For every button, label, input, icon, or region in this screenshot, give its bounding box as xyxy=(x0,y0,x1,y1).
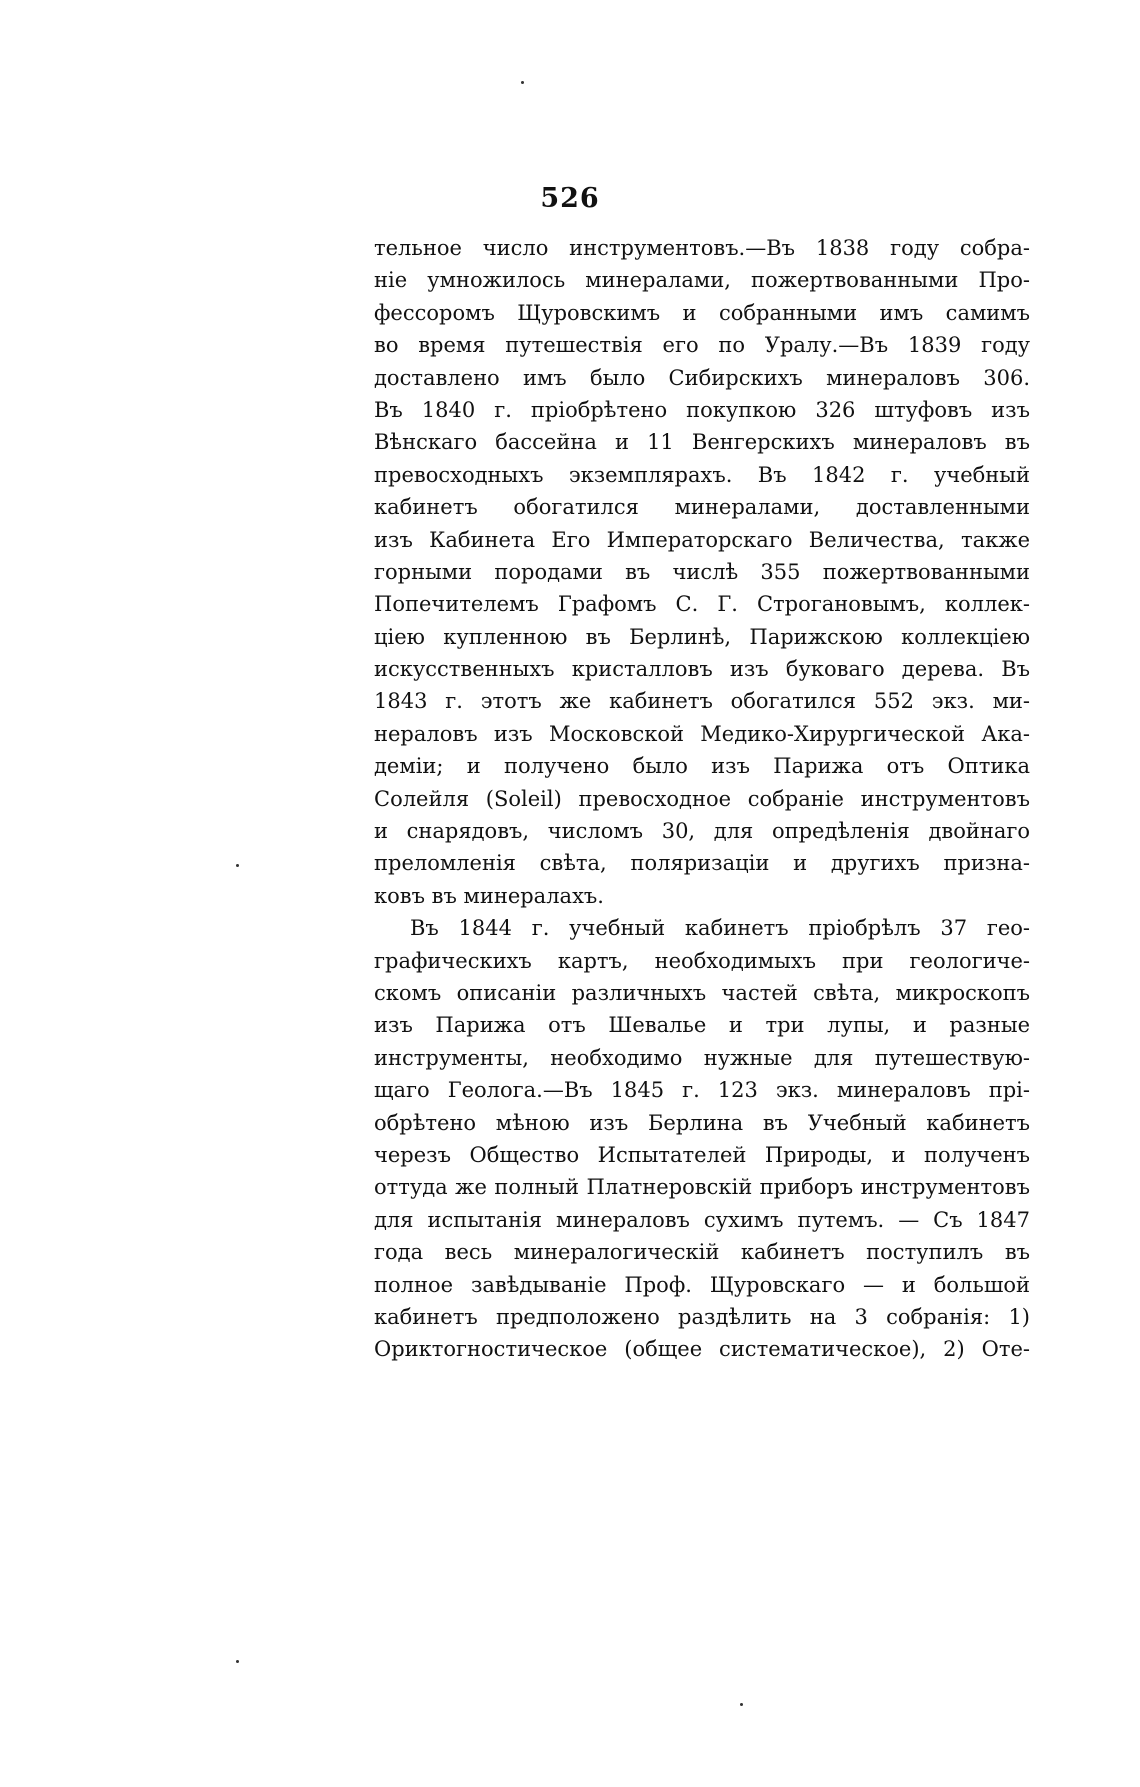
text-line: щаго Геолога.—Въ 1845 г. 123 экз. минераловъ прі- xyxy=(374,1078,1030,1103)
text-line: нераловъ изъ Московской Медико-Хирургической Ака- xyxy=(374,721,1030,746)
scan-speck xyxy=(521,81,524,84)
page-number: 526 xyxy=(540,183,600,214)
text-line: во время путешествія его по Уралу.—Въ 1839 году xyxy=(374,333,1030,358)
text-line: 1843 г. этотъ же кабинетъ обогатился 552 экз. ми- xyxy=(374,689,1030,714)
text-line: оттуда же полный Платнеровскій приборъ инструментовъ xyxy=(374,1175,1030,1200)
text-line: года весь минералогическій кабинетъ поступилъ въ xyxy=(374,1240,1030,1265)
text-line: горными породами въ числѣ 355 пожертвованными xyxy=(374,559,1030,584)
text-line: Вѣнскаго бассейна и 11 Венгерскихъ минераловъ въ xyxy=(374,430,1030,455)
text-line: превосходныхъ экземплярахъ. Въ 1842 г. учебный xyxy=(374,462,1030,487)
text-line: ковъ въ минералахъ. xyxy=(374,883,604,908)
text-line: Солейля (Soleil) превосходное собраніе инструментовъ xyxy=(374,786,1030,811)
text-line: тельное число инструментовъ.—Въ 1838 году собра- xyxy=(374,236,1030,260)
text-line: изъ Кабинета Его Императорскаго Величества, также xyxy=(374,527,1030,552)
text-line: Въ 1844 г. учебный кабинетъ пріобрѣлъ 37 гео- xyxy=(410,916,1030,941)
text-line: ніе умножилось минералами, пожертвованными Про- xyxy=(374,268,1030,293)
text-line: инструменты, необходимо нужные для путешествую- xyxy=(374,1045,1030,1070)
text-line: кабинетъ обогатился минералами, доставленными xyxy=(374,495,1030,520)
text-line: и снарядовъ, числомъ 30, для опредѣленія двойнаго xyxy=(374,819,1030,844)
scan-speck xyxy=(236,864,239,867)
text-line: черезъ Общество Испытателей Природы, и полученъ xyxy=(374,1142,1030,1167)
scan-speck xyxy=(236,1660,239,1663)
body-text xyxy=(374,232,1030,1366)
text-line: кабинетъ предположено раздѣлить на 3 собранія: 1) xyxy=(374,1304,1030,1329)
text-line: деміи; и получено было изъ Парижа отъ Оптика xyxy=(374,754,1030,779)
text-line: графическихъ картъ, необходимыхъ при геологиче- xyxy=(374,948,1030,973)
text-line: для испытанія минераловъ сухимъ путемъ. — Съ 1847 xyxy=(374,1207,1030,1232)
scan-speck xyxy=(740,1703,743,1706)
text-line: Въ 1840 г. пріобрѣтено покупкою 326 штуфовъ изъ xyxy=(374,397,1030,422)
text-line: скомъ описаніи различныхъ частей свѣта, микроскопъ xyxy=(374,980,1030,1005)
text-line: Ориктогностическое (общее систематическое), 2) Оте- xyxy=(374,1337,1030,1362)
text-line: ціею купленною въ Берлинѣ, Парижскою коллекціею xyxy=(374,624,1030,649)
text-line: преломленія свѣта, поляризаціи и другихъ призна- xyxy=(374,851,1030,876)
text-line: Попечителемъ Графомъ С. Г. Строгановымъ, коллек- xyxy=(374,592,1030,617)
text-line: доставлено имъ было Сибирскихъ минераловъ 306. xyxy=(374,365,1030,390)
text-line: полное завѣдываніе Проф. Щуровскаго — и большой xyxy=(374,1272,1030,1297)
text-line: обрѣтено мѣною изъ Берлина въ Учебный кабинетъ xyxy=(374,1110,1030,1135)
text-line: фессоромъ Щуровскимъ и собранными имъ самимъ xyxy=(374,300,1030,325)
text-line: искусственныхъ кристалловъ изъ буковаго дерева. Въ xyxy=(374,657,1030,682)
text-line: изъ Парижа отъ Шевалье и три лупы, и разные xyxy=(374,1013,1030,1038)
